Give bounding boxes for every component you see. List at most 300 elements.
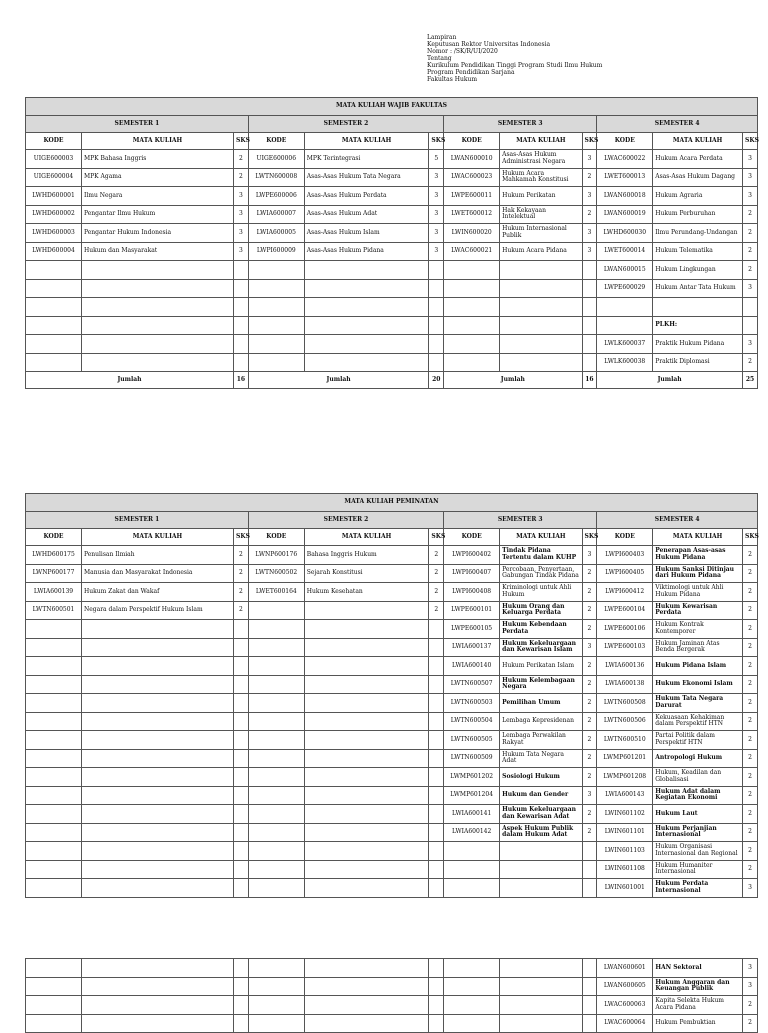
course-code: LWAC600063 [597, 996, 653, 1015]
course-credits [429, 353, 444, 372]
column-header-course: MATA KULIAH [304, 133, 429, 150]
course-credits [234, 638, 249, 657]
course-credits [582, 996, 597, 1015]
course-name: Hukum Sanksi Ditinjau dari Hukum Pidana [653, 564, 743, 583]
course-name [81, 279, 233, 298]
course-name: Hukum Antar Tata Hukum [653, 279, 743, 298]
course-credits: 2 [429, 546, 444, 565]
course-code: LWPE600006 [248, 187, 304, 206]
course-credits [582, 316, 597, 335]
course-code: LWLK600038 [597, 353, 653, 372]
course-credits: 2 [743, 353, 758, 372]
course-credits: 2 [582, 205, 597, 224]
course-name [304, 959, 429, 978]
column-header-course: MATA KULIAH [304, 529, 429, 546]
course-code: LWHD600004 [26, 242, 82, 261]
course-code: LWAN600018 [597, 187, 653, 206]
table-row [26, 996, 758, 1015]
course-code: LWPE600011 [444, 187, 500, 206]
course-code: LWPI600403 [597, 546, 653, 565]
course-name: Aspek Hukum Publik dalam Hukum Adat [500, 823, 582, 842]
course-credits: 3 [582, 638, 597, 657]
course-name [81, 1014, 233, 1033]
course-credits: 2 [743, 805, 758, 824]
course-code [26, 860, 82, 879]
course-name [304, 768, 429, 787]
table-row [26, 823, 758, 842]
course-name [304, 712, 429, 731]
course-name [304, 353, 429, 372]
course-code: LWIA600007 [248, 205, 304, 224]
course-code [248, 768, 304, 787]
course-name: Asas-Asas Hukum Dagang [653, 168, 743, 187]
course-name [81, 316, 233, 335]
course-code: LWAN600010 [444, 150, 500, 169]
course-code [248, 860, 304, 879]
course-code: LWHD600175 [26, 546, 82, 565]
course-name: Kekuasaan Kehakiman dalam Perspektif HTN [653, 712, 743, 731]
course-credits [234, 298, 249, 317]
course-credits [429, 731, 444, 750]
course-credits [429, 675, 444, 694]
course-name [304, 996, 429, 1015]
table-row [26, 786, 758, 805]
course-credits: 2 [582, 712, 597, 731]
course-name [500, 996, 582, 1015]
course-code: LWAN600601 [597, 959, 653, 978]
course-name [304, 335, 429, 354]
course-credits: 2 [743, 205, 758, 224]
course-code: LWMP601202 [444, 768, 500, 787]
column-header-code: KODE [444, 529, 500, 546]
course-credits: 2 [743, 786, 758, 805]
course-credits: 2 [582, 564, 597, 583]
course-name: Asas-Asas Hukum Adat [304, 205, 429, 224]
course-name [304, 879, 429, 898]
table-row [26, 842, 758, 861]
course-credits [743, 298, 758, 317]
course-name [81, 805, 233, 824]
course-credits [429, 749, 444, 768]
course-name [304, 638, 429, 657]
course-credits: 3 [582, 150, 597, 169]
course-code [444, 316, 500, 335]
semester-header: SEMESTER 3 [444, 116, 597, 133]
course-code: LWNP600176 [248, 546, 304, 565]
course-credits [429, 805, 444, 824]
course-credits [582, 279, 597, 298]
course-name: Pemilihan Umum [500, 694, 582, 713]
course-code: LWAC600022 [597, 150, 653, 169]
course-name [653, 298, 743, 317]
course-name: Hukum Kekeluargaan dan Kewarisan Adat [500, 805, 582, 824]
total-label: Jumlah [248, 372, 429, 389]
course-code: LWIA600141 [444, 805, 500, 824]
column-header-course: MATA KULIAH [653, 133, 743, 150]
course-credits [234, 768, 249, 787]
course-code [26, 842, 82, 861]
column-header-code: KODE [26, 133, 82, 150]
course-code: LWTN600508 [597, 694, 653, 713]
course-credits [234, 657, 249, 676]
course-name: Hukum dan Gender [500, 786, 582, 805]
course-code [26, 959, 82, 978]
course-credits [582, 977, 597, 996]
semester-header: SEMESTER 2 [248, 512, 443, 529]
course-credits: 2 [743, 242, 758, 261]
course-credits: 2 [743, 1014, 758, 1033]
course-name [81, 860, 233, 879]
course-credits [234, 675, 249, 694]
course-name: Asas-Asas Hukum Administrasi Negara [500, 150, 582, 169]
course-code [26, 712, 82, 731]
course-code: LWAN600015 [597, 261, 653, 280]
column-header-course: MATA KULIAH [81, 133, 233, 150]
course-code: LWHD600030 [597, 224, 653, 243]
course-name: Hukum Perdata Internasional [653, 879, 743, 898]
course-code: LWHD600002 [26, 205, 82, 224]
course-credits: 3 [743, 977, 758, 996]
course-credits: 2 [743, 712, 758, 731]
course-name: Hukum Perburuhan [653, 205, 743, 224]
course-code: LWIA600140 [444, 657, 500, 676]
course-credits: 3 [234, 205, 249, 224]
course-name: Bahasa Inggris Hukum [304, 546, 429, 565]
course-name [304, 675, 429, 694]
course-credits [429, 842, 444, 861]
course-credits [234, 731, 249, 750]
course-name: Hukum Acara Perdata [653, 150, 743, 169]
course-credits [582, 353, 597, 372]
totals-row [26, 372, 758, 389]
column-header-credits: SKS [582, 133, 597, 150]
course-code: LWMP601204 [444, 786, 500, 805]
course-code: LWPI600408 [444, 583, 500, 602]
course-credits [234, 879, 249, 898]
course-name [304, 786, 429, 805]
course-name: Asas-Asas Hukum Islam [304, 224, 429, 243]
course-code [248, 959, 304, 978]
table-title: MATA KULIAH WAJIB FAKULTAS [26, 98, 758, 116]
course-credits: 2 [582, 805, 597, 824]
course-name: Lembaga Perwakilan Rakyat [500, 731, 582, 750]
table-row [26, 601, 758, 620]
course-name: Hukum Adat dalam Kegiatan Ekonomi [653, 786, 743, 805]
course-code: LWHD600003 [26, 224, 82, 243]
header-note-line: Keputusan Rektor Universitas Indonesia [427, 41, 551, 48]
header-note-line: Tentang [427, 55, 452, 62]
course-credits [582, 842, 597, 861]
course-code: LWIA600139 [26, 583, 82, 602]
table-row [26, 860, 758, 879]
course-credits: 2 [743, 842, 758, 861]
course-name [304, 601, 429, 620]
course-credits [429, 279, 444, 298]
course-name: Asas-Asas Hukum Perdata [304, 187, 429, 206]
course-code [248, 601, 304, 620]
course-code: LWAC600064 [597, 1014, 653, 1033]
course-credits [234, 860, 249, 879]
course-code [26, 879, 82, 898]
table-row [26, 675, 758, 694]
course-credits: 2 [582, 768, 597, 787]
table-row [26, 657, 758, 676]
course-code [444, 996, 500, 1015]
course-name [304, 731, 429, 750]
table-row [26, 546, 758, 565]
course-name [304, 860, 429, 879]
course-credits [234, 996, 249, 1015]
course-name: Viktimologi untuk Ahli Hukum Pidana [653, 583, 743, 602]
course-code [444, 335, 500, 354]
course-code: LWPI600402 [444, 546, 500, 565]
course-credits [429, 879, 444, 898]
table-row [26, 694, 758, 713]
course-name: Hukum Kebendaan Perdata [500, 620, 582, 639]
course-credits [234, 620, 249, 639]
course-credits: 3 [582, 224, 597, 243]
course-credits: 2 [743, 261, 758, 280]
semester-header: SEMESTER 3 [444, 512, 597, 529]
course-code [248, 731, 304, 750]
course-credits [429, 1014, 444, 1033]
course-code: UIGE600006 [248, 150, 304, 169]
course-name: Penulisan Ilmiah [81, 546, 233, 565]
course-name [81, 335, 233, 354]
table-title: MATA KULIAH PEMINATAN [26, 494, 758, 512]
course-code [248, 335, 304, 354]
course-name: Hukum Jaminan Atas Benda Bergerak [653, 638, 743, 657]
course-name: Hukum Orang dan Keluarga Perdata [500, 601, 582, 620]
course-name [304, 620, 429, 639]
course-name [81, 620, 233, 639]
course-code: LWPE600105 [444, 620, 500, 639]
course-name: Tindak Pidana Tertentu dalam KUHP [500, 546, 582, 565]
course-code [597, 316, 653, 335]
header-note-line: Fakultas Hukum [427, 76, 478, 83]
course-code: LWHD600001 [26, 187, 82, 206]
course-name: Hukum, Keadilan dan Globalisasi [653, 768, 743, 787]
course-credits: 5 [429, 150, 444, 169]
course-code [444, 959, 500, 978]
course-credits [429, 860, 444, 879]
course-credits [582, 335, 597, 354]
course-credits: 3 [582, 786, 597, 805]
course-code: LWPI600412 [597, 583, 653, 602]
course-name [500, 335, 582, 354]
course-code [248, 261, 304, 280]
column-header-credits: SKS [429, 133, 444, 150]
course-credits [429, 620, 444, 639]
course-code: LWIA600143 [597, 786, 653, 805]
course-credits: 2 [743, 546, 758, 565]
decree-header-note [427, 34, 602, 83]
column-header-credits: SKS [234, 133, 249, 150]
table-row [26, 805, 758, 824]
course-name [500, 279, 582, 298]
course-name: Ilmu Perundang-Undangan [653, 224, 743, 243]
total-credits: 16 [234, 372, 249, 389]
table-row [26, 977, 758, 996]
course-credits [234, 977, 249, 996]
course-credits: 3 [743, 279, 758, 298]
course-credits [429, 657, 444, 676]
course-credits [582, 879, 597, 898]
total-label: Jumlah [444, 372, 582, 389]
course-credits: 2 [743, 601, 758, 620]
course-name: Hukum Kesehatan [304, 583, 429, 602]
course-credits: 3 [429, 168, 444, 187]
course-name [81, 657, 233, 676]
course-name: Hukum Telematika [653, 242, 743, 261]
course-name: Hukum Perikatan [500, 187, 582, 206]
course-name: Hukum Ekonomi Islam [653, 675, 743, 694]
course-credits: 2 [743, 224, 758, 243]
course-code [26, 768, 82, 787]
course-code: LWTN600506 [597, 712, 653, 731]
column-header-credits: SKS [429, 529, 444, 546]
course-code: LWTN600504 [444, 712, 500, 731]
course-code: LWTN600503 [444, 694, 500, 713]
table-row [26, 205, 758, 224]
course-code: LWIA600136 [597, 657, 653, 676]
course-name [81, 786, 233, 805]
course-code [26, 279, 82, 298]
column-header-code: KODE [26, 529, 82, 546]
course-name: Asas-Asas Hukum Tata Negara [304, 168, 429, 187]
table-row [26, 1014, 758, 1033]
course-name: Pengantar Ilmu Hukum [81, 205, 233, 224]
semester-header: SEMESTER 4 [597, 116, 758, 133]
course-code: LWPI600407 [444, 564, 500, 583]
course-credits: 2 [429, 564, 444, 583]
semester-header: SEMESTER 1 [26, 512, 249, 529]
course-code: LWPE600029 [597, 279, 653, 298]
course-code: LWPI600009 [248, 242, 304, 261]
total-credits: 16 [582, 372, 597, 389]
course-credits [234, 316, 249, 335]
course-name: Hukum Pembuktian [653, 1014, 743, 1033]
elective-courses-continued-table [25, 958, 758, 1033]
course-name [304, 316, 429, 335]
course-code [248, 620, 304, 639]
course-credits: 2 [582, 823, 597, 842]
course-credits: 3 [743, 187, 758, 206]
table-row [26, 279, 758, 298]
course-credits: 3 [582, 242, 597, 261]
column-header-code: KODE [248, 529, 304, 546]
course-code [248, 316, 304, 335]
semester-header: SEMESTER 2 [248, 116, 443, 133]
table-row [26, 731, 758, 750]
course-credits: 3 [743, 150, 758, 169]
course-credits: 2 [234, 564, 249, 583]
table-row [26, 583, 758, 602]
column-header-course: MATA KULIAH [653, 529, 743, 546]
course-credits [429, 316, 444, 335]
course-name: Kriminologi untuk Ahli Hukum [500, 583, 582, 602]
course-name: Hukum Kelembagaan Negara [500, 675, 582, 694]
column-header-credits: SKS [234, 529, 249, 546]
course-name: MPK Bahasa Inggris [81, 150, 233, 169]
course-name: Hukum Zakat dan Wakaf [81, 583, 233, 602]
course-credits: 2 [582, 583, 597, 602]
course-credits: 2 [743, 749, 758, 768]
course-code: LWIA600142 [444, 823, 500, 842]
course-name: Penerapan Asas-asas Hukum Pidana [653, 546, 743, 565]
course-code [248, 805, 304, 824]
course-credits [429, 786, 444, 805]
course-credits: 2 [582, 601, 597, 620]
course-name: Hukum Organisasi Internasional dan Regional [653, 842, 743, 861]
course-name: Hukum Perikatan Islam [500, 657, 582, 676]
course-credits [429, 977, 444, 996]
course-code [26, 316, 82, 335]
course-name: Hak Kekayaan Intelektual [500, 205, 582, 224]
course-code: LWTN600502 [248, 564, 304, 583]
course-credits: 2 [234, 601, 249, 620]
course-code [26, 996, 82, 1015]
course-name [81, 261, 233, 280]
course-code [444, 977, 500, 996]
course-code [444, 860, 500, 879]
course-credits [234, 959, 249, 978]
course-name [500, 860, 582, 879]
course-code [597, 298, 653, 317]
elective-courses-table [25, 493, 758, 898]
course-code: LWPI600405 [597, 564, 653, 583]
course-name [304, 977, 429, 996]
course-code [26, 1014, 82, 1033]
course-code: LWPE600103 [597, 638, 653, 657]
column-header-code: KODE [597, 133, 653, 150]
course-code [248, 353, 304, 372]
course-credits: 2 [743, 583, 758, 602]
course-code [248, 712, 304, 731]
column-header-credits: SKS [743, 133, 758, 150]
course-credits: 2 [234, 168, 249, 187]
course-code [26, 261, 82, 280]
course-code: LWET600013 [597, 168, 653, 187]
course-code: LWIN601102 [597, 805, 653, 824]
course-credits [429, 959, 444, 978]
table-row [26, 150, 758, 169]
course-code: LWAN600019 [597, 205, 653, 224]
total-credits: 25 [743, 372, 758, 389]
course-name [81, 675, 233, 694]
course-credits: 3 [743, 879, 758, 898]
course-code: LWET600012 [444, 205, 500, 224]
course-credits: 2 [582, 168, 597, 187]
course-code: LWAC600023 [444, 168, 500, 187]
course-name [500, 959, 582, 978]
course-name [500, 1014, 582, 1033]
course-credits: 2 [582, 749, 597, 768]
course-code: LWTN600501 [26, 601, 82, 620]
course-code: LWAN600605 [597, 977, 653, 996]
course-code [26, 694, 82, 713]
header-note-line: Lampiran [427, 34, 457, 41]
course-name [304, 805, 429, 824]
table-row [26, 712, 758, 731]
course-credits [582, 261, 597, 280]
table-row [26, 298, 758, 317]
course-name: Hukum Lingkungan [653, 261, 743, 280]
course-credits [234, 712, 249, 731]
course-name [500, 261, 582, 280]
header-note-line: Kurikulum Pendidikan Tinggi Program Studi Ilmu Hukum [427, 62, 603, 69]
course-name: Hukum Tata Negara Adat [500, 749, 582, 768]
